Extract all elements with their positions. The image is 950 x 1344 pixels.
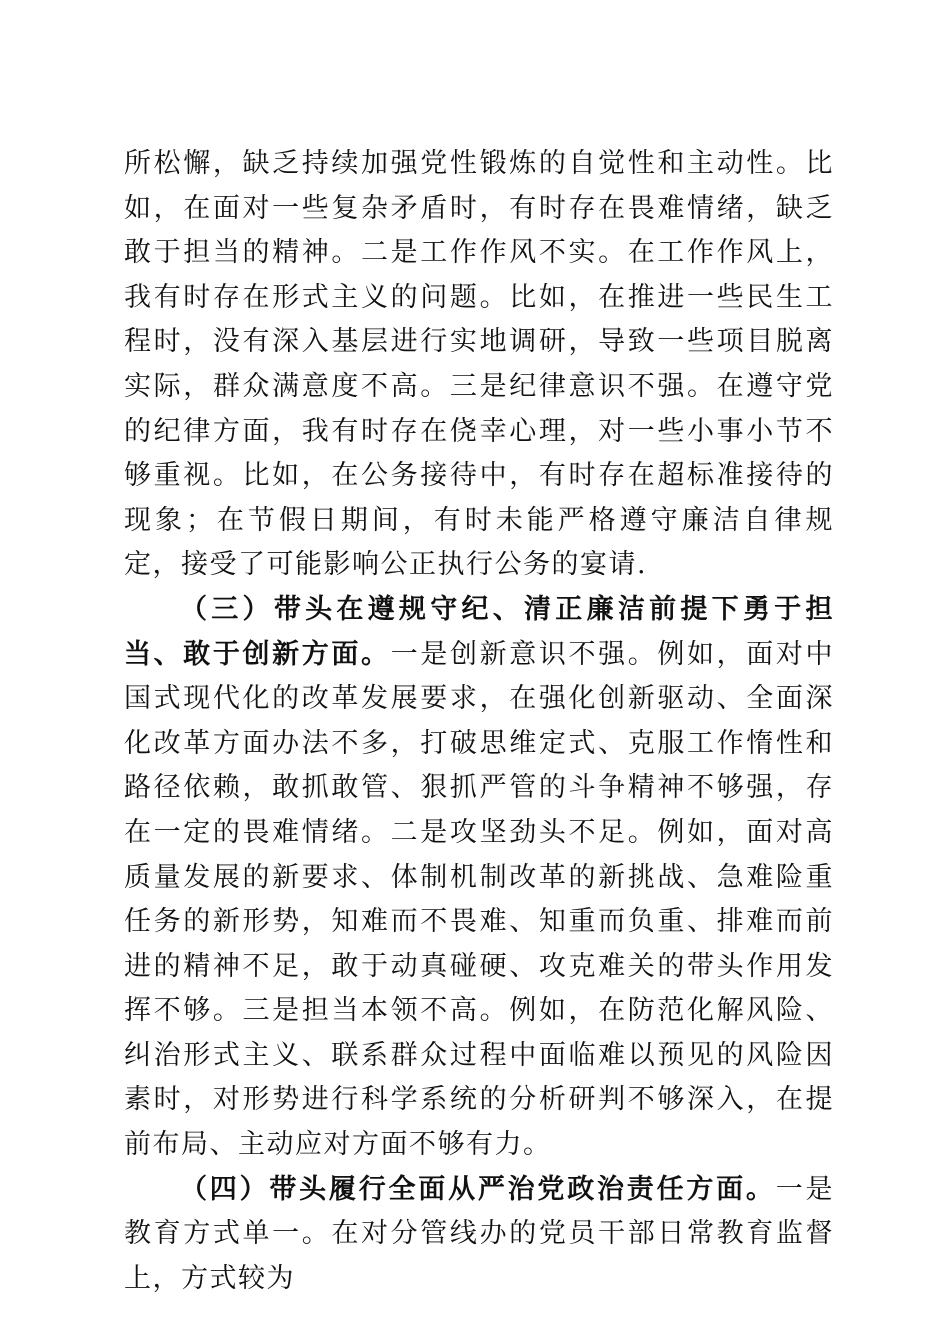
paragraph-text: 一是教育方式单一。在对分管线办的党员干部日常教育监督上，方式较为 <box>124 1173 835 1294</box>
document-body <box>124 142 834 1301</box>
section-heading-3: （三）带头在遵规守纪、清正廉洁前提下勇于担当、敢于创新方面。 <box>124 593 834 670</box>
section-heading-4: （四）带头履行全面从严治党政治责任方面。 <box>180 1173 776 1205</box>
paragraph-section-4 <box>124 1168 834 1302</box>
paragraph-continuation <box>124 142 834 588</box>
paragraph-text: 一是创新意识不强。例如，面对中国式现代化的改革发展要求，在强化创新驱动、全面深化改革方面办法不多，打破思维定式、克服工作惰性和路径依赖，敢抓敢管、狠抓严管的斗争精神不够强，存在一定的畏难情绪。二是攻坚劲头不足。例如，面对高质量发展的新要求、体制机制改革的新挑战、急难险重任务的新形势，知难而不畏难、知重而负重、排难而前进的精神不足，敢于动真碰硬、攻克难关的带头作用发挥不够。三是担当本领不高。例如，在防范化解风险、纠治形式主义、联系群众过程中面临难以预见的风险因素时，对形势进行科学系统的分析研判不够深入，在提前布局、主动应对方面不够有力。 <box>124 638 835 1161</box>
paragraph-text: 所松懈，缺乏持续加强党性锻炼的自觉性和主动性。比如，在面对一些复杂矛盾时，有时存在畏难情绪，缺乏敢于担当的精神。二是工作作风不实。在工作作风上，我有时存在形式主义的问题。比如，在推进一些民生工程时，没有深入基层进行实地调研，导致一些项目脱离实际，群众满意度不高。三是纪律意识不强。在遵守党的纪律方面，我有时存在侥幸心理，对一些小事小节不够重视。比如，在公务接待中，有时存在超标准接待的现象；在节假日期间，有时未能严格遵守廉洁自律规定，接受了可能影响公正执行公务的宴请. <box>124 148 834 581</box>
paragraph-section-3 <box>124 588 834 1168</box>
